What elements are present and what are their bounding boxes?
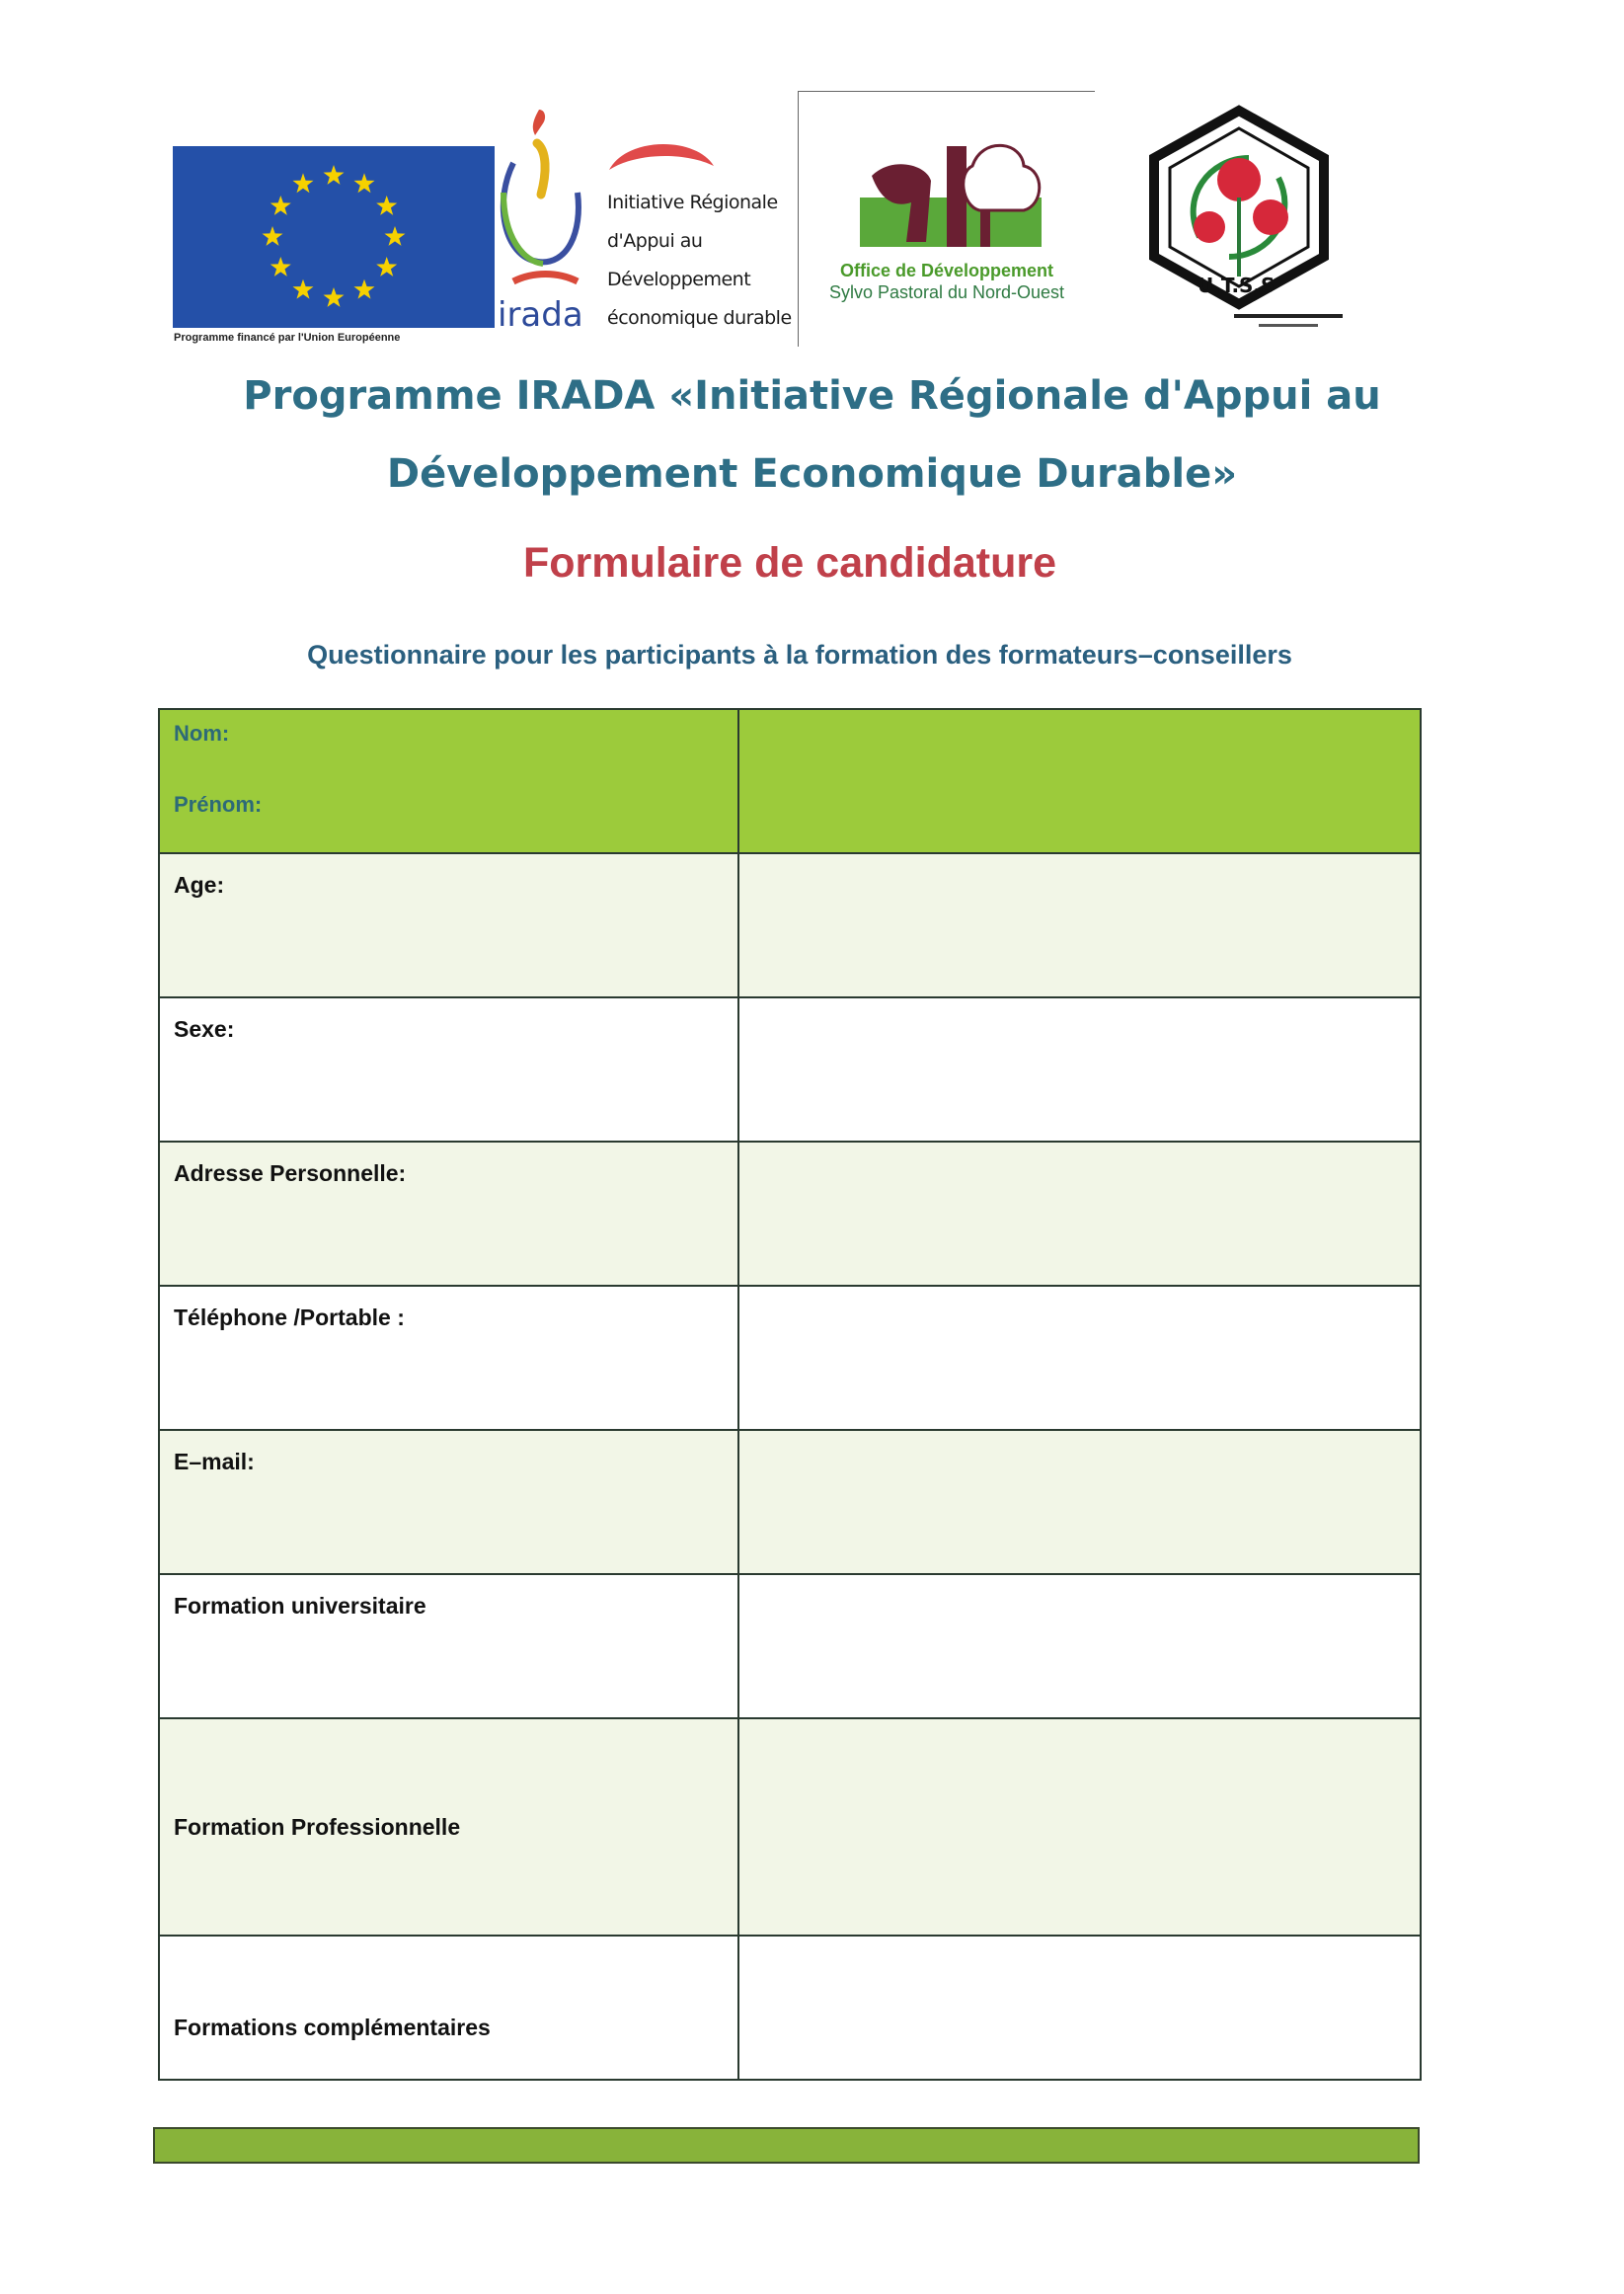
irada-wordmark: irada — [498, 295, 583, 331]
email-value-field[interactable] — [739, 1431, 1422, 1575]
formations-complementaires-text: Formations complémentaires — [174, 2015, 491, 2040]
odesypano-logo — [798, 91, 1095, 347]
irada-line-3: Développement — [607, 269, 751, 290]
table-row-age — [160, 854, 1422, 998]
email-label: E–mail: — [160, 1431, 739, 1575]
utss-rose-logo — [1130, 99, 1348, 336]
table-row-email — [160, 1431, 1422, 1575]
name-value-field[interactable] — [739, 710, 1422, 854]
formations-complementaires-label — [160, 1937, 739, 2081]
table-row-name — [160, 710, 1422, 854]
table-row-formation-professionnelle — [160, 1719, 1422, 1937]
odesypano-name — [799, 260, 1095, 303]
irada-line-4: économique durable — [607, 307, 792, 329]
table-row-adresse — [160, 1143, 1422, 1287]
irada-line-1: Initiative Régionale — [607, 192, 778, 213]
odesypano-emblem-icon — [852, 136, 1049, 250]
irada-arc-icon — [607, 136, 716, 176]
adresse-value-field[interactable] — [739, 1143, 1422, 1287]
irada-logo-text — [607, 136, 805, 338]
nom-label: Nom: — [174, 721, 230, 746]
sexe-value-field[interactable] — [739, 998, 1422, 1143]
formation-professionnelle-value-field[interactable] — [739, 1719, 1422, 1937]
name-label-cell — [160, 710, 739, 854]
table-row-sexe — [160, 998, 1422, 1143]
programme-title — [197, 357, 1427, 514]
table-row-formations-complementaires — [160, 1937, 1422, 2081]
programme-title-line-2: Développement Economique Durable» — [386, 451, 1238, 497]
irada-line-2: d'Appui au — [607, 230, 703, 252]
age-value-field[interactable] — [739, 854, 1422, 998]
eu-flag-logo — [173, 146, 495, 328]
adresse-label: Adresse Personnelle: — [160, 1143, 739, 1287]
formation-professionnelle-label — [160, 1719, 739, 1937]
formation-universitaire-value-field[interactable] — [739, 1575, 1422, 1719]
telephone-value-field[interactable] — [739, 1287, 1422, 1431]
telephone-label: Téléphone /Portable : — [160, 1287, 739, 1431]
eu-funding-caption: Programme financé par l'Union Européenne — [174, 332, 401, 344]
sexe-label: Sexe: — [160, 998, 739, 1143]
table-row-formation-universitaire — [160, 1575, 1422, 1719]
formations-complementaires-value-field[interactable] — [739, 1937, 1422, 2081]
utss-letters: U.T.S.S — [1198, 274, 1276, 297]
age-label: Age: — [160, 854, 739, 998]
application-form-table — [158, 708, 1422, 2081]
prenom-label: Prénom: — [174, 792, 263, 817]
odesypano-line-2: Sylvo Pastoral du Nord-Ouest — [828, 282, 1065, 302]
form-title: Formulaire de candidature — [522, 539, 1057, 587]
formation-universitaire-label: Formation universitaire — [160, 1575, 739, 1719]
programme-title-line-1: Programme IRADA «Initiative Régionale d'Appui au — [243, 373, 1381, 419]
table-row-telephone — [160, 1287, 1422, 1431]
irada-logo-mark — [494, 104, 584, 331]
formation-professionnelle-text: Formation Professionnelle — [174, 1813, 461, 1840]
odesypano-line-1: Office de Développement — [839, 261, 1054, 280]
footer-green-bar — [153, 2127, 1420, 2164]
form-subtitle: Questionnaire pour les participants à la formation des formateurs–conseillers — [307, 640, 1292, 670]
